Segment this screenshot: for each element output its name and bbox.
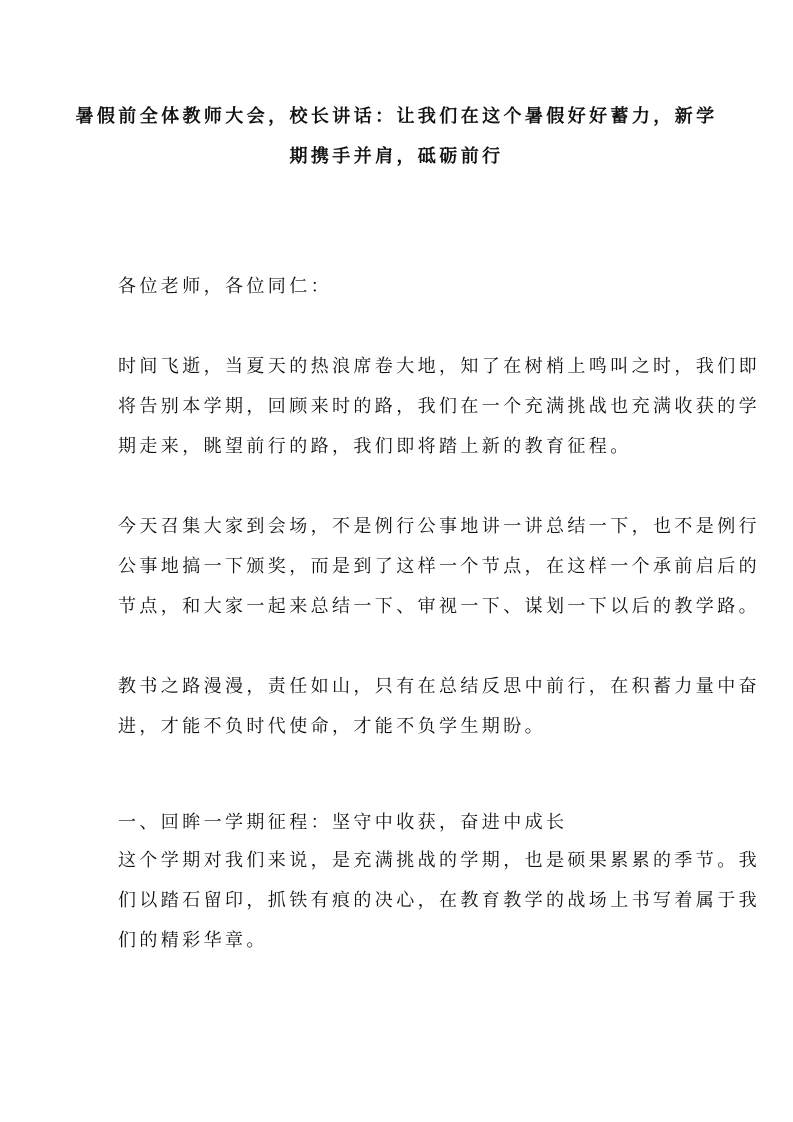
paragraph-line: 今天召集大家到会场，不是例行公事地讲一讲总结一下，也不是例行 xyxy=(118,516,760,537)
paragraph-line: 节点，和大家一起来总结一下、审视一下、谋划一下以后的教学路。 xyxy=(118,596,760,617)
paragraph-line: 教书之路漫漫，责任如山，只有在总结反思中前行，在积蓄力量中奋 xyxy=(118,676,760,697)
title-line-2: 期携手并肩，砥砺前行 xyxy=(289,146,504,167)
paragraph-line: 公事地搞一下颁奖，而是到了这样一个节点，在这样一个承前启后的 xyxy=(118,556,760,577)
greeting: 各位老师，各位同仁： xyxy=(118,276,332,297)
paragraph-line: 这个学期对我们来说，是充满挑战的学期，也是硕果累累的季节。我 xyxy=(118,850,760,871)
paragraph-line: 进，才能不负时代使命，才能不负学生期盼。 xyxy=(118,716,546,737)
paragraph-line: 将告别本学期，回顾来时的路，我们在一个充满挑战也充满收获的学 xyxy=(118,396,760,417)
paragraph-line: 们的精彩华章。 xyxy=(118,930,268,951)
paragraph-line: 时间飞逝，当夏天的热浪席卷大地，知了在树梢上鸣叫之时，我们即 xyxy=(118,356,760,377)
paragraph-line: 期走来，眺望前行的路，我们即将踏上新的教育征程。 xyxy=(118,436,632,457)
paragraph-line: 们以踏石留印，抓铁有痕的决心，在教育教学的战场上书写着属于我 xyxy=(118,890,760,911)
title-line-1: 暑假前全体教师大会，校长讲话：让我们在这个暑假好好蓄力，新学 xyxy=(75,106,718,127)
section-heading: 一、回眸一学期征程：坚守中收获，奋进中成长 xyxy=(118,812,568,833)
